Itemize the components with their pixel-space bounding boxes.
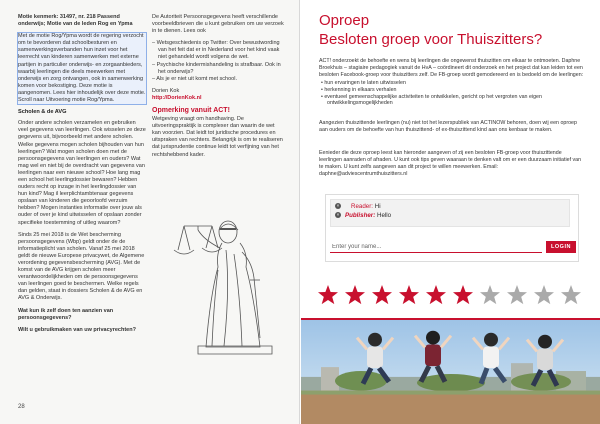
name-input[interactable] xyxy=(330,241,542,253)
lady-justice-illustration xyxy=(162,210,282,360)
col2-bullets xyxy=(152,40,284,83)
jumping-girls-photo xyxy=(301,318,600,424)
chat-messages xyxy=(330,199,570,227)
intro-bullet: • herkenning in elkaars verhalen xyxy=(321,86,397,93)
right-page xyxy=(301,0,600,424)
opmerking-title: Opmerking vanuit ACT! xyxy=(152,107,230,115)
intro-bullet: • hun ervaringen te laten uitwisselen xyxy=(321,79,406,86)
publisher-message: Hello xyxy=(377,212,392,219)
intro-paragraph xyxy=(319,58,585,107)
star-empty-icon[interactable] xyxy=(506,284,528,306)
page-title-line2: Besloten groep voor Thuiszitters? xyxy=(319,31,543,48)
author-link[interactable]: http://DorienKok.nl xyxy=(152,94,202,101)
intro-bullet: • eventueel gemeenschappelijke activiteiten te ontwikkelen, gericht op het vergroten van eigen ontwikkelingsmogelijkheden xyxy=(321,93,542,107)
oproep-paragraph xyxy=(319,120,585,137)
star-empty-icon[interactable] xyxy=(533,284,555,306)
question-2: Wilt u gebruikmaken van uw privacyrechten? xyxy=(18,326,136,333)
close-icon[interactable]: × xyxy=(336,212,340,218)
login-button[interactable]: LOGIN xyxy=(546,241,576,253)
opmerking-body: Wetgeving vraagt om handhaving. De uitvoeringspraktijk is complexer dan waarin de wet kan voorzien. Dat leidt tot juridische procedures en uitspraken van rechters. Belangrijk is om te realiseren dat jurisprudentie continue leidt tot verfijning van het rechtshebbend kader. xyxy=(152,116,283,158)
close-icon[interactable]: × xyxy=(336,203,340,209)
instructions-text: Eenieder die deze oproep leest kan hieronder aangeven of zij een besloten FB-groep voor thuiszittende leerlingen aanraden of afraden. U kunt ook tips geven waaraan te denken valt om er een duurzaam initiatief van te maken. U kunt zelfs aangeven aan dit project te willen meewerken. Email: daphne@adviescentrumthuiszitters.nl xyxy=(319,150,582,177)
col2-bullet: – Als je er niet uit komt met school. xyxy=(152,75,237,82)
motion-body[interactable]: Met de motie Rog/Ypma wordt de regering verzocht om te bevorderen dat schoolbesturen en samenwerkingsverbanden hun inzet voor het leerrecht van kinderen samenwerken met externe partijen in particulier onderwijs- en zorgaanbieders, waarbij leerlingen die deels meewerken met onderwijs en zorg ontvangen, ook in samenwerking komen voor bekostiging. Deze motie is aangenomen. Lees hier inhoudelijk over deze motie. Scroll naar Uitvoering motie Rog/Ypma. xyxy=(18,33,146,104)
reader-label: Reader: xyxy=(351,203,374,210)
page-title-line1: Oproep xyxy=(319,12,370,29)
intro-text: ACT! onderzoekt de behoefte en wens bij leerlingen die ongewenst thuiszitten om elkaar te ontmoeten. Daphne Broekhuis – stagiaire pedagogiek vanuit de HvA – coördineert dit onderzoek en het project dat kan leiden tot een besloten Facebook-groep voor thuiszitters zelf. De FB-groep wordt gemodereerd en is bedoeld om de leerlingen: xyxy=(319,58,584,78)
page-number: 28 xyxy=(18,404,25,410)
star-filled-icon[interactable] xyxy=(344,284,366,306)
intro-bullets xyxy=(319,80,585,108)
question-1: Wat kun ik zelf doen ten aanzien van persoonsgegevens? xyxy=(18,307,114,321)
star-filled-icon[interactable] xyxy=(317,284,339,306)
col2-bullet: – Wetsgeschiedenis op Twitter: Over bewustwording van het feit dat er in Nederland voor het kind vaak niet gehandeld wordt volgens de wet. xyxy=(152,40,280,61)
instructions-paragraph xyxy=(319,150,585,181)
signature: Dorien Kok xyxy=(152,87,180,94)
chat-message-reader xyxy=(335,203,381,211)
chat-widget xyxy=(325,194,579,262)
col2-bullet: – Psychische kindermishandeling is strafbaar. Ook in het onderwijs? xyxy=(152,61,281,75)
avg-body: Sinds 25 mei 2018 is de Wet bescherming persoonsgegevens (Wbp) geldt onder de de informatieplicht van scholen. Vanaf 25 mei 2018 geldt de nieuwe Europese privacywet, de Algemene verordening gegevensbescherming (AVG). Met de komst van de AVG krijgen scholen meer verantwoordelijkheden om de persoonsgegevens van leerlingen goed te beschermen. Welke regels dan gelden, staat in dossiers Scholen & de AVG en AVG & Onderwijs. xyxy=(18,231,145,302)
left-column-2 xyxy=(152,14,284,164)
left-column-1 xyxy=(18,14,146,339)
star-empty-icon[interactable] xyxy=(560,284,582,306)
star-filled-icon[interactable] xyxy=(452,284,474,306)
section-body: Onder andere scholen verzamelen en gebruiken veel gegevens van leerlingen. Ook wisselen ze deze gegevens uit, bijvoorbeeld met andere scholen. Welke gegevens mogen scholen bijhouden van hun leerlingen? Wat mogen scholen doen met de persoonsgegevens van leerlingen en ouders? Wat mag wel en niet bij de overdracht van gegevens van leerlingen naar een nieuwe school? Hoe lang mag een school het leerlingdossier bewaren? Hebben ouders recht op inzage in het leerlingdossier van hun kind? Mag il leerplichtambtenaar gegevens opslaan van kinderen die geoorloofd verzuim hebben? Mogen instanties informatie over jouw als ouder of over je kind uitwisselen of opslaan zonder specifieke toestemming of uitleg waarom? xyxy=(18,120,146,226)
publisher-label: Publisher: xyxy=(345,212,376,219)
reader-message: Hi xyxy=(374,203,381,210)
star-filled-icon[interactable] xyxy=(371,284,393,306)
star-filled-icon[interactable] xyxy=(398,284,420,306)
motion-title: Motie kenmerk: 31497, nr. 218 Passend onderwijs; Motie van de leden Rog en Ypma xyxy=(18,14,133,28)
chat-message-publisher xyxy=(335,212,391,220)
star-rating[interactable] xyxy=(317,284,587,306)
section-title: Scholen & de AVG xyxy=(18,109,67,116)
star-empty-icon[interactable] xyxy=(479,284,501,306)
star-filled-icon[interactable] xyxy=(425,284,447,306)
oproep-text: Aangezien thuiszittende leerlingen (nu) niet tot het lezerspubliek van ACTINOW behoren, doen wij een oproep aan ouders om de behoefte van hun thuiszittend- of ex-thuiszittend kind aan ons kenbaar te maken. xyxy=(319,120,577,133)
col2-intro: De Autoriteit Persoonsgegevens heeft verschillende voorbeeldbrieven die u kunt gebruiken om uw verzoek in te dienen. Lees ook xyxy=(152,14,284,35)
